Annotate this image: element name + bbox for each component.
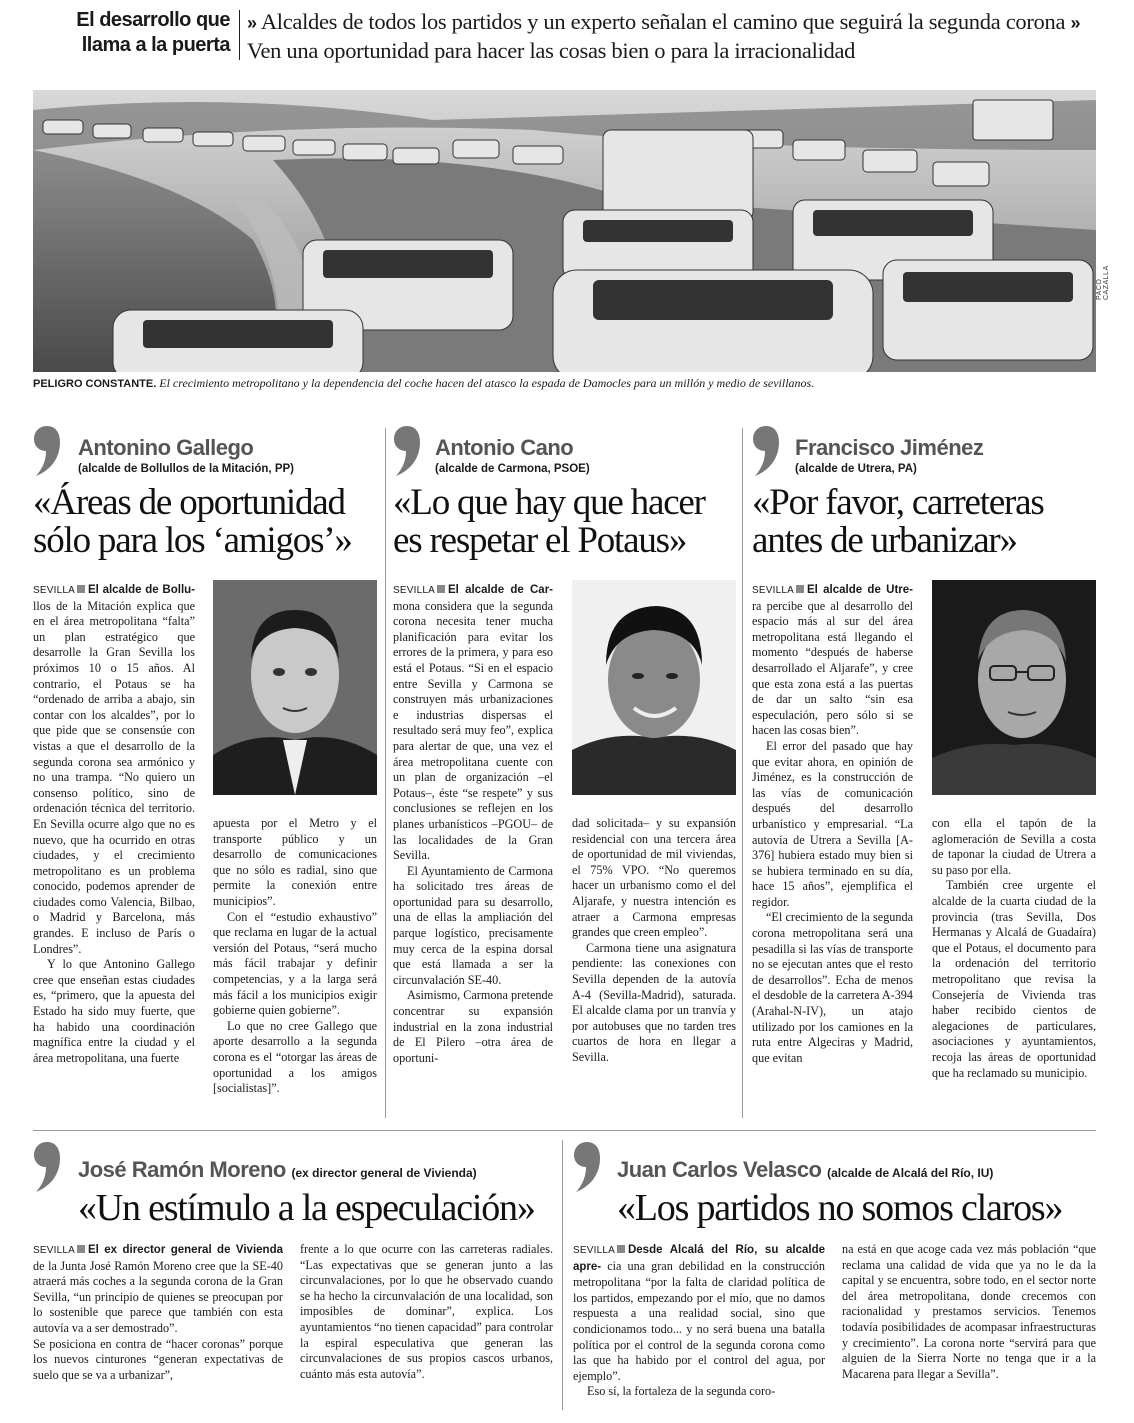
article-paragraph: frente a lo que ocurre con las carreteras radiales. “Las expectativas que se generan junto a las circunvalaciones, por lo que he observado cuando se ha hecho la circunvalación de una localidad, son imposibles de dominar”, explica. Los ayuntamientos “no tienen capacidad” para controlar la espiral especulativa que generan las circunvalaciones de sus propios cascos urbanos, cuánto más esta autovía”. <box>300 1242 553 1381</box>
article-headline: «Los partidos no somos claros» <box>617 1187 1063 1229</box>
article-body-col1 <box>573 1242 825 1412</box>
interviewee-name-row <box>617 1158 993 1185</box>
article-text: llos de la Mitación explica que en el área metropolitana “falta” un plan estratégico que desarrolle la Gran Sevilla los próximos 10 o 15 años. Al contrario, el Potaus se ha “ordenado de arriba a abajo, sin contar con los alcaldes”, por lo que pide que se consensúe con vistas a que el desarrollo de la segunda corona sea armónico y no una trampa. “No quiero un consenso político, sino de ordenación técnica del territorio. En Sevilla ocurre algo que no es nuevo, que ha ocurrido en otras ciudades, y el crecimiento metropolitano es un problema conocido, podemos aprender de ciudades como Valencia, Bilbao, o Madrid y Barcelona, más grandes. E incluso de París o Londres”. <box>33 598 195 956</box>
portrait-photo <box>932 580 1096 795</box>
article-paragraph: dad solicitada– y su expansión residencial con una tercera área de oportunidad de mil viviendas, el 75% VPO. “No queremos hacer un urbanismo como el del Aljarafe, y nuestra intención es atraer a Carmona empresas grandes que creen empleo”. <box>572 816 736 940</box>
article-paragraph: “El crecimiento de la segunda corona metropolitana será una pesadilla si las vías de transporte no se ejecutan antes que el resto de desarrollos”. Echa de menos el desdoble de la carretera A-394 (Arahal-N-IV), un atajo utilizado por los camiones en la ruta entre Algeciras y Madrid, que evitan <box>752 910 913 1065</box>
traffic-photo-illustration <box>33 90 1096 372</box>
dateline: SEVILLA <box>33 1245 75 1256</box>
article-body-col2 <box>572 816 736 1116</box>
dateline-square-icon <box>77 1245 85 1253</box>
quote-mark-icon <box>393 424 421 478</box>
article-paragraph: Con el “estudio exhaustivo” que reclama en lugar de la actual versión del Potaus, “será mucho más fácil trabajar y definir competencias, y a la larga será más fácil a los municipios exigir gobierne quien gobierne”. <box>213 909 377 1018</box>
article-text: de la Junta José Ramón Moreno cree que la SE-40 atraerá más coches a la segunda corona de la Gran Sevilla, “un principio de quienes se preocupan por lo sostenible que parece que también con esta autovía va a ser demostrado”. <box>33 1258 283 1335</box>
caption-label: PELIGRO CONSTANTE. <box>33 378 157 390</box>
deck-part1: Alcaldes de todos los partidos y un experto señalan el camino que seguirá la segunda corona <box>260 9 1066 34</box>
interviewee-role: (alcalde de Carmona, PSOE) <box>435 463 590 475</box>
article-text: ra percibe que al desarrollo del espacio más al sur del área metropolitana está llegando el momento “después de haberse desarrollado el Aljarafe”, y cree que esta zona está a las puertas de dar un salto “sin esa especulación, pero sólo si se hacen las cosas bien”. <box>752 598 913 738</box>
article-body-col2 <box>842 1242 1096 1412</box>
portrait-photo <box>213 580 377 795</box>
interviewee-role: (alcalde de Bollullos de la Mitación, PP) <box>78 463 294 475</box>
row-divider <box>33 1130 1096 1131</box>
article-paragraph: na está en que acoge cada vez más población “que reclama una calidad de vida que ya no le da la capital y se encuentra, sobre todo, en el sector norte del área metropolitana, donde crecemos con racionalidad y prestamos servicios. Tenemos todavía posibilidades de acompasar infraestructuras y crecimiento”. La corona norte “servirá para que alguien de la Sierra Norte no tenga que ir a la Macarena para llegar a Sevilla”. <box>842 1242 1096 1381</box>
column-divider <box>742 428 743 1118</box>
article-headline: «Áreas de oportunidad sólo para los ‘amigos’» <box>33 482 352 561</box>
article-paragraph: Asimismo, Carmona pretende concentrar su expansión industrial en la zona industrial de El Pilero –otra área de oportuni- <box>393 988 553 1065</box>
article-body-col1 <box>33 1242 283 1412</box>
article-paragraph: El error del pasado que hay que evitar ahora, en opinión de Jiménez, es la construcción de las vías de comunicación después del desarrollo urbanístico y empresarial. “La autovía de Utrera a Sevilla [A-376] hubiera estado muy bien si se hubiera terminado en su día, hace 15 años”, ejemplifica el regidor. <box>752 738 913 909</box>
article-lead: El alcalde de Bollu- <box>87 584 195 596</box>
section-label-line2: llama a la puerta <box>81 34 230 56</box>
section-label <box>54 8 230 58</box>
interviewee-name: Antonio Cano <box>435 435 574 460</box>
dateline: SEVILLA <box>752 585 794 596</box>
portrait-illustration <box>213 580 377 795</box>
caption-text: El crecimiento metropolitano y la dependencia del coche hacen del atasco la espada de Damocles para un millón y medio de sevillanos. <box>159 376 815 390</box>
interviewee-role: (alcalde de Alcalá del Río, IU) <box>827 1166 994 1180</box>
article-headline: «Por favor, carreteras antes de urbanizar» <box>752 482 1044 561</box>
deck <box>247 8 1117 64</box>
interviewee-name: Francisco Jiménez <box>795 435 984 460</box>
portrait-illustration <box>572 580 736 795</box>
section-label-line1: El desarrollo que <box>76 9 230 31</box>
article-lead: El alcalde de Car- <box>447 584 553 596</box>
quote-mark-icon <box>573 1140 601 1194</box>
article-paragraph: El Ayuntamiento de Carmona ha solicitado tres áreas de oportunidad para su desarrollo, una de ellas la ampliación del parque logístico, precisamente muy cerca de la espina dorsal que está llamada a ser la circunvalación SE-40. <box>393 863 553 987</box>
article-paragraph: Eso sí, la fortaleza de la segunda coro- <box>587 1384 776 1399</box>
article-body-col2 <box>300 1242 553 1412</box>
column-divider <box>385 428 386 1118</box>
chevron-icon: » <box>247 13 257 33</box>
dateline: SEVILLA <box>573 1245 615 1256</box>
interviewee-role: (ex director general de Vivienda) <box>291 1166 477 1180</box>
interviewee-name: José Ramón Moreno <box>78 1157 286 1182</box>
interviewee-name: Antonino Gallego <box>78 435 254 460</box>
quote-mark-icon <box>33 424 61 478</box>
article-paragraph: Y lo que Antonino Gallego cree que enseñan estas ciudades es, “primero, que la apuesta del Estado ha sido muy fuerte, que ha habido una coordinación magnífica entre la ciudad y el área metropolitana, una fuerte <box>33 957 195 1065</box>
interviewee-name-row <box>78 1158 477 1185</box>
article-lead: Desde Alcalá del Río, su alcalde apre- <box>573 1244 825 1273</box>
article-text: mona considera que la segunda corona necesita tener mucha planificación para evitar los errores de la primera, y para eso está el Potaus. “Si en el espacio entre Sevilla y Carmona se construyen más urbanizaciones e industrias dispersas el resultado será muy feo”, explica para alertar de que, una vez el área metropolitana cuente con un plan de organización –el Potaus–, éste “se respete” y sus conclusiones se reflejen en los planes urbanísticos –PGOU– de las localidades de la Gran Sevilla. <box>393 598 553 863</box>
article-body-col1 <box>752 582 913 1120</box>
article-paragraph: apuesta por el Metro y el transporte público y un desarrollo de comunicaciones que no sólo es radial, sino que permite la conexión entre municipios”. <box>213 816 377 908</box>
portrait-illustration <box>932 580 1096 795</box>
dateline: SEVILLA <box>33 585 75 596</box>
dateline-square-icon <box>437 585 445 593</box>
article-body-col2 <box>932 816 1096 1116</box>
dateline-square-icon <box>796 585 804 593</box>
article-paragraph: También cree urgente el alcalde de la cuarta ciudad de la provincia (tras Sevilla, Dos Hermanas y Alcalá de Guadaíra) que el Potaus, el documento para la ordenación del territorio metropolitano que revisa la Consejería de Vivienda tras haber recibido cientos de alegaciones de particulares, asociaciones y ayuntamientos, recoja las áreas de oportunidad que ha reclamado su municipio. <box>932 878 1096 1080</box>
article-lead: El alcalde de Utre- <box>806 584 913 596</box>
quote-mark-icon <box>33 1140 61 1194</box>
article-text: cia una gran debilidad en la construcción metropolitana “por la falta de claridad política de los partidos, empezando por el mío, que no damos respuesta a una realidad social, sino que condicionamos todo... y no será buena una batalla política por el control de la segunda corona como las que ha habido por el control del agua, por ejemplo”. <box>573 1258 825 1383</box>
article-paragraph: Se posiciona en contra de “hacer coronas” porque los nuevos cinturones “generan expectativas de suelo que se va a urbanizar”, <box>33 1336 283 1382</box>
article-headline: «Un estímulo a la especulación» <box>78 1187 535 1229</box>
dateline: SEVILLA <box>393 585 435 596</box>
chevron-icon: » <box>1070 13 1081 33</box>
article-paragraph: con ella el tapón de la aglomeración de Sevilla a costa de taponar la ciudad de Utrera a su paso por ella. <box>932 816 1096 877</box>
photo-caption <box>33 376 1096 391</box>
article-body-col1 <box>393 582 553 1120</box>
quote-mark-icon <box>752 424 780 478</box>
article-lead: El ex director general de Vivienda <box>87 1244 283 1256</box>
deck-part2: Ven una oportunidad para hacer las cosas bien o para la irracionalidad <box>247 38 856 63</box>
portrait-photo <box>572 580 736 795</box>
interviewee-name: Juan Carlos Velasco <box>617 1157 822 1182</box>
photo-credit: PACO CAZALLA <box>1096 265 1110 300</box>
header-divider <box>239 10 240 60</box>
article-body-col2 <box>213 816 377 1116</box>
dateline-square-icon <box>77 585 85 593</box>
article-paragraph: Carmona tiene una asignatura pendiente: las conexiones con Sevilla dependen de la autovía A-4 (Sevilla-Madrid), saturada. El alcalde clama por un tranvía y por autobuses que no tarden tres cuartos de hora en llegar a Sevilla. <box>572 940 736 1064</box>
column-divider <box>562 1140 563 1410</box>
article-paragraph: Lo que no cree Gallego que aporte desarrollo a la segunda corona es el “otorgar las áreas de oportunidad a los amigos [socialistas]”. <box>213 1018 377 1096</box>
interviewee-role: (alcalde de Utrera, PA) <box>795 463 917 475</box>
article-headline: «Lo que hay que hacer es respetar el Potaus» <box>393 482 705 561</box>
dateline-square-icon <box>617 1245 625 1253</box>
traffic-jam-photo <box>33 90 1096 372</box>
article-body-col1 <box>33 582 195 1120</box>
